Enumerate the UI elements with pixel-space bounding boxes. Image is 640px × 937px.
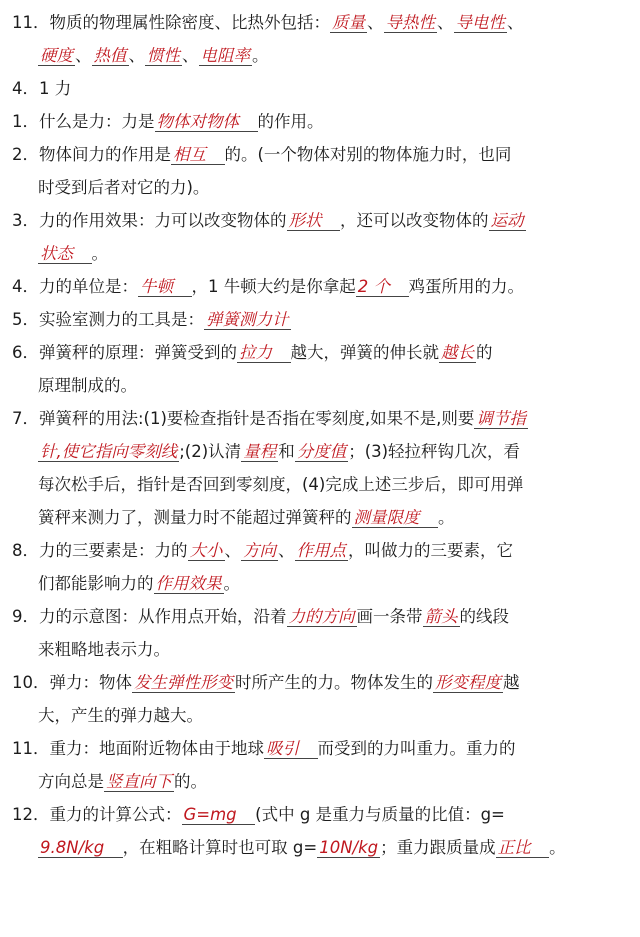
question-text: 大，产生的弹力越大。 (38, 706, 203, 725)
question-text: ，在粗略计算时也可取 g= (122, 838, 318, 857)
answer-blank: 箭头 (424, 607, 458, 626)
question-text: 而受到的力叫重力。重力的 (317, 739, 516, 758)
answer-blank: 分度值 (296, 442, 347, 461)
answer-blank: 测量限度 (353, 508, 436, 527)
text-line (12, 402, 626, 435)
text-line (12, 204, 626, 237)
answer-blank: 调节指 (476, 409, 526, 428)
text-line (12, 699, 626, 732)
question-text: 5．实验室测力的工具是： (12, 310, 204, 329)
answer-blank: 物体对物体 (156, 112, 256, 131)
text-line (12, 336, 626, 369)
text-line (12, 369, 626, 402)
question-text: 1．什么是力：力是 (12, 112, 155, 131)
question-text: 越 (503, 673, 520, 692)
text-line (12, 171, 626, 204)
question-text: 。 (252, 46, 269, 65)
text-line (12, 798, 626, 831)
question-text: ，叫做力的三要素，它 (348, 541, 513, 560)
answer-blank: 吸引 (266, 739, 316, 758)
question-text: 原理制成的。 (38, 376, 137, 395)
question-text: 鸡蛋所用的力。 (408, 277, 524, 296)
question-text: 、 (182, 46, 199, 65)
answer-blank: 力的方向 (288, 607, 355, 626)
answer-blank: 热值 (93, 46, 127, 65)
question-text: ，还可以改变物体的 (340, 211, 489, 230)
answer-blank: G=mg (183, 805, 254, 824)
question-text: 。 (223, 574, 240, 593)
question-text: ;(2)认清 (179, 442, 242, 461)
text-line (12, 435, 626, 468)
question-text: 7．弹簧秤的用法:(1)要检查指针是否指在零刻度,如果不是,则要 (12, 409, 475, 428)
question-text: 9．力的示意图：从作用点开始，沿着 (12, 607, 287, 626)
question-text: 、 (367, 13, 384, 32)
question-text: 3．力的作用效果：力可以改变物体的 (12, 211, 287, 230)
question-text: 的。(一个物体对别的物体施力时，也同 (224, 145, 512, 164)
question-text: 的线段 (459, 607, 509, 626)
text-line (12, 600, 626, 633)
question-text: 、 (437, 13, 454, 32)
answer-blank: 形状 (288, 211, 338, 230)
answer-blank: 导电性 (455, 13, 505, 32)
text-line (12, 534, 626, 567)
text-line (12, 765, 626, 798)
answer-blank: 弹簧测力计 (206, 310, 289, 329)
answer-blank: 电阻率 (200, 46, 250, 65)
answer-blank: 2 个 (357, 277, 407, 296)
question-text: 6．弹簧秤的原理：弹簧受到的 (12, 343, 237, 362)
question-text: 11．物质的物理属性除密度、比热外包括： (12, 13, 330, 32)
question-text: 的。 (174, 772, 207, 791)
answer-blank: 方向 (243, 541, 276, 560)
text-line (12, 72, 626, 105)
question-text: 。 (549, 838, 566, 857)
answer-blank: 发生弹性形变 (134, 673, 233, 692)
question-text: 画一条带 (356, 607, 423, 626)
question-text: 、 (507, 13, 524, 32)
answer-blank: 竖直向下 (106, 772, 172, 791)
question-text: 时受到后者对它的力)。 (38, 178, 210, 197)
answer-blank: 硬度 (40, 46, 73, 65)
answer-blank: 越长 (441, 343, 474, 362)
question-text: 4．力的单位是： (12, 277, 138, 296)
text-line (12, 633, 626, 666)
text-line (12, 732, 626, 765)
question-text: 每次松手后，指针是否回到零刻度，(4)完成上述三步后，即可用弹 (38, 475, 524, 494)
question-text: 的 (476, 343, 493, 362)
answer-blank: 量程 (243, 442, 277, 461)
question-text: 、 (75, 46, 92, 65)
answer-blank: 9.8N/kg (40, 838, 121, 857)
answer-blank: 运动 (490, 211, 524, 230)
answer-blank: 牛顿 (140, 277, 190, 296)
text-line (12, 468, 626, 501)
question-text: 8．力的三要素是：力的 (12, 541, 188, 560)
question-text: 、 (278, 541, 295, 560)
answer-blank: 拉力 (239, 343, 289, 362)
question-text: 方向总是 (38, 772, 104, 791)
text-line (12, 567, 626, 600)
text-line (12, 138, 626, 171)
answer-blank: 作用点 (296, 541, 346, 560)
question-text: 簧秤来测力了，测量力时不能超过弹簧秤的 (38, 508, 352, 527)
answer-blank: 状态 (40, 244, 90, 263)
question-text: 越大，弹簧的伸长就 (290, 343, 439, 362)
text-line (12, 501, 626, 534)
answer-blank: 惯性 (147, 46, 180, 65)
answer-blank: 正比 (497, 838, 548, 857)
text-line (12, 6, 626, 39)
question-text: 、 (224, 541, 241, 560)
text-lines (12, 6, 626, 864)
question-text: 4．1 力 (12, 79, 72, 98)
question-text: 10．弹力：物体 (12, 673, 132, 692)
question-text: 时所产生的力。物体发生的 (235, 673, 433, 692)
answer-blank: 导热性 (385, 13, 435, 32)
question-text: ；重力跟质量成 (380, 838, 496, 857)
question-text: 来粗略地表示力。 (38, 640, 170, 659)
question-text: ；(3)轻拉秤钩几次，看 (348, 442, 521, 461)
text-line (12, 39, 626, 72)
text-line (12, 831, 626, 864)
question-text: 2．物体间力的作用是 (12, 145, 171, 164)
text-line (12, 270, 626, 303)
question-text: 。 (91, 244, 108, 263)
question-text: 的作用。 (257, 112, 324, 131)
text-line (12, 105, 626, 138)
question-text: 11．重力：地面附近物体由于地球 (12, 739, 264, 758)
question-text: 们都能影响力的 (38, 574, 154, 593)
question-text: 和 (278, 442, 295, 461)
question-text: 。 (438, 508, 455, 527)
text-line (12, 237, 626, 270)
answer-blank: 质量 (332, 13, 365, 32)
question-text: 、 (128, 46, 145, 65)
answer-blank: 相互 (173, 145, 223, 164)
answer-blank: 大小 (189, 541, 223, 560)
answer-blank: 10N/kg (319, 838, 379, 857)
question-text: 12．重力的计算公式： (12, 805, 182, 824)
answer-blank: 针,使它指向零刻线 (40, 442, 178, 461)
text-line (12, 303, 626, 336)
text-line (12, 666, 626, 699)
answer-blank: 形变程度 (435, 673, 501, 692)
question-text: (式中 g 是重力与质量的比值：g= (255, 805, 505, 824)
question-text: ，1 牛顿大约是你拿起 (191, 277, 356, 296)
answer-blank: 作用效果 (155, 574, 222, 593)
